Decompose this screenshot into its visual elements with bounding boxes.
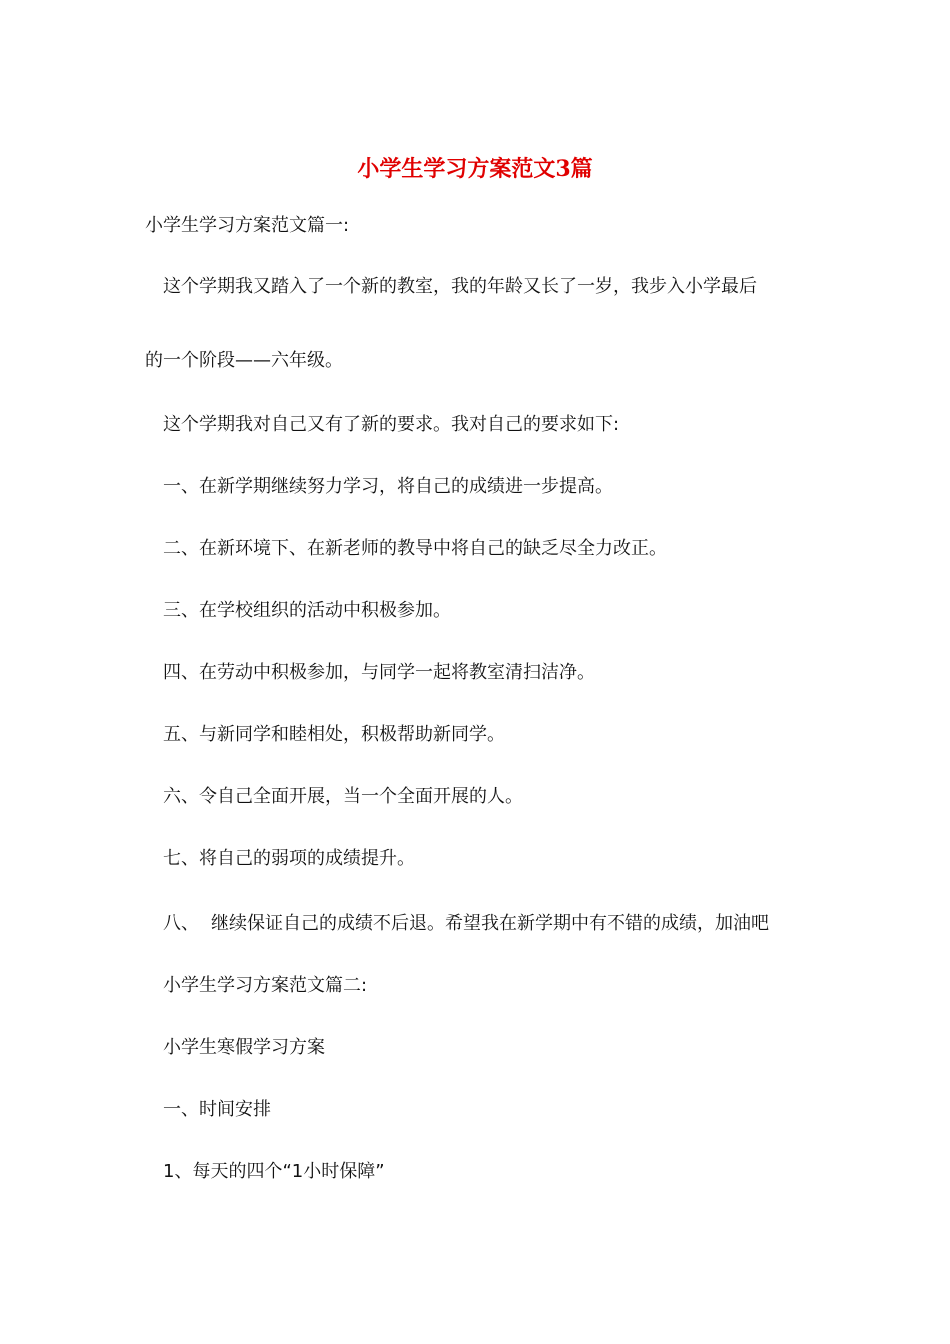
list-item-8-text: 继续保证自己的成绩不后退。希望我在新学期中有不错的成绩，加油吧 [211,913,769,934]
section2-heading: 小学生学习方案范文篇二: [163,975,368,996]
list-item-8 [163,910,769,938]
document-title: 小学生学习方案范文3篇 [357,156,593,182]
list-item-5: 五、与新同学和睦相处，积极帮助新同学。 [163,724,505,745]
list-item-7: 七、将自己的弱项的成绩提升。 [163,848,415,869]
section2-part-1: 一、时间安排 [163,1099,271,1120]
section2-item-1: 1、每天的四个“1小时保障” [163,1161,385,1182]
list-item-4: 四、在劳动中积极参加，与同学一起将教室清扫洁净。 [163,662,595,683]
list-item-8-marker: 八、 [163,913,199,934]
paragraph-1-line-2: 的一个阶段——六年级。 [145,350,343,371]
list-item-6: 六、令自己全面开展，当一个全面开展的人。 [163,786,523,807]
list-item-1: 一、在新学期继续努力学习，将自己的成绩进一步提高。 [163,476,613,497]
section2-subtitle: 小学生寒假学习方案 [163,1037,325,1058]
list-item-2: 二、在新环境下、在新老师的教导中将自己的缺乏尽全力改正。 [163,538,667,559]
section1-heading: 小学生学习方案范文篇一: [145,215,350,236]
paragraph-1-line-1: 这个学期我又踏入了一个新的教室，我的年龄又长了一岁，我步入小学最后 [163,276,757,297]
paragraph-2: 这个学期我对自己又有了新的要求。我对自己的要求如下: [163,414,620,435]
list-item-3: 三、在学校组织的活动中积极参加。 [163,600,451,621]
